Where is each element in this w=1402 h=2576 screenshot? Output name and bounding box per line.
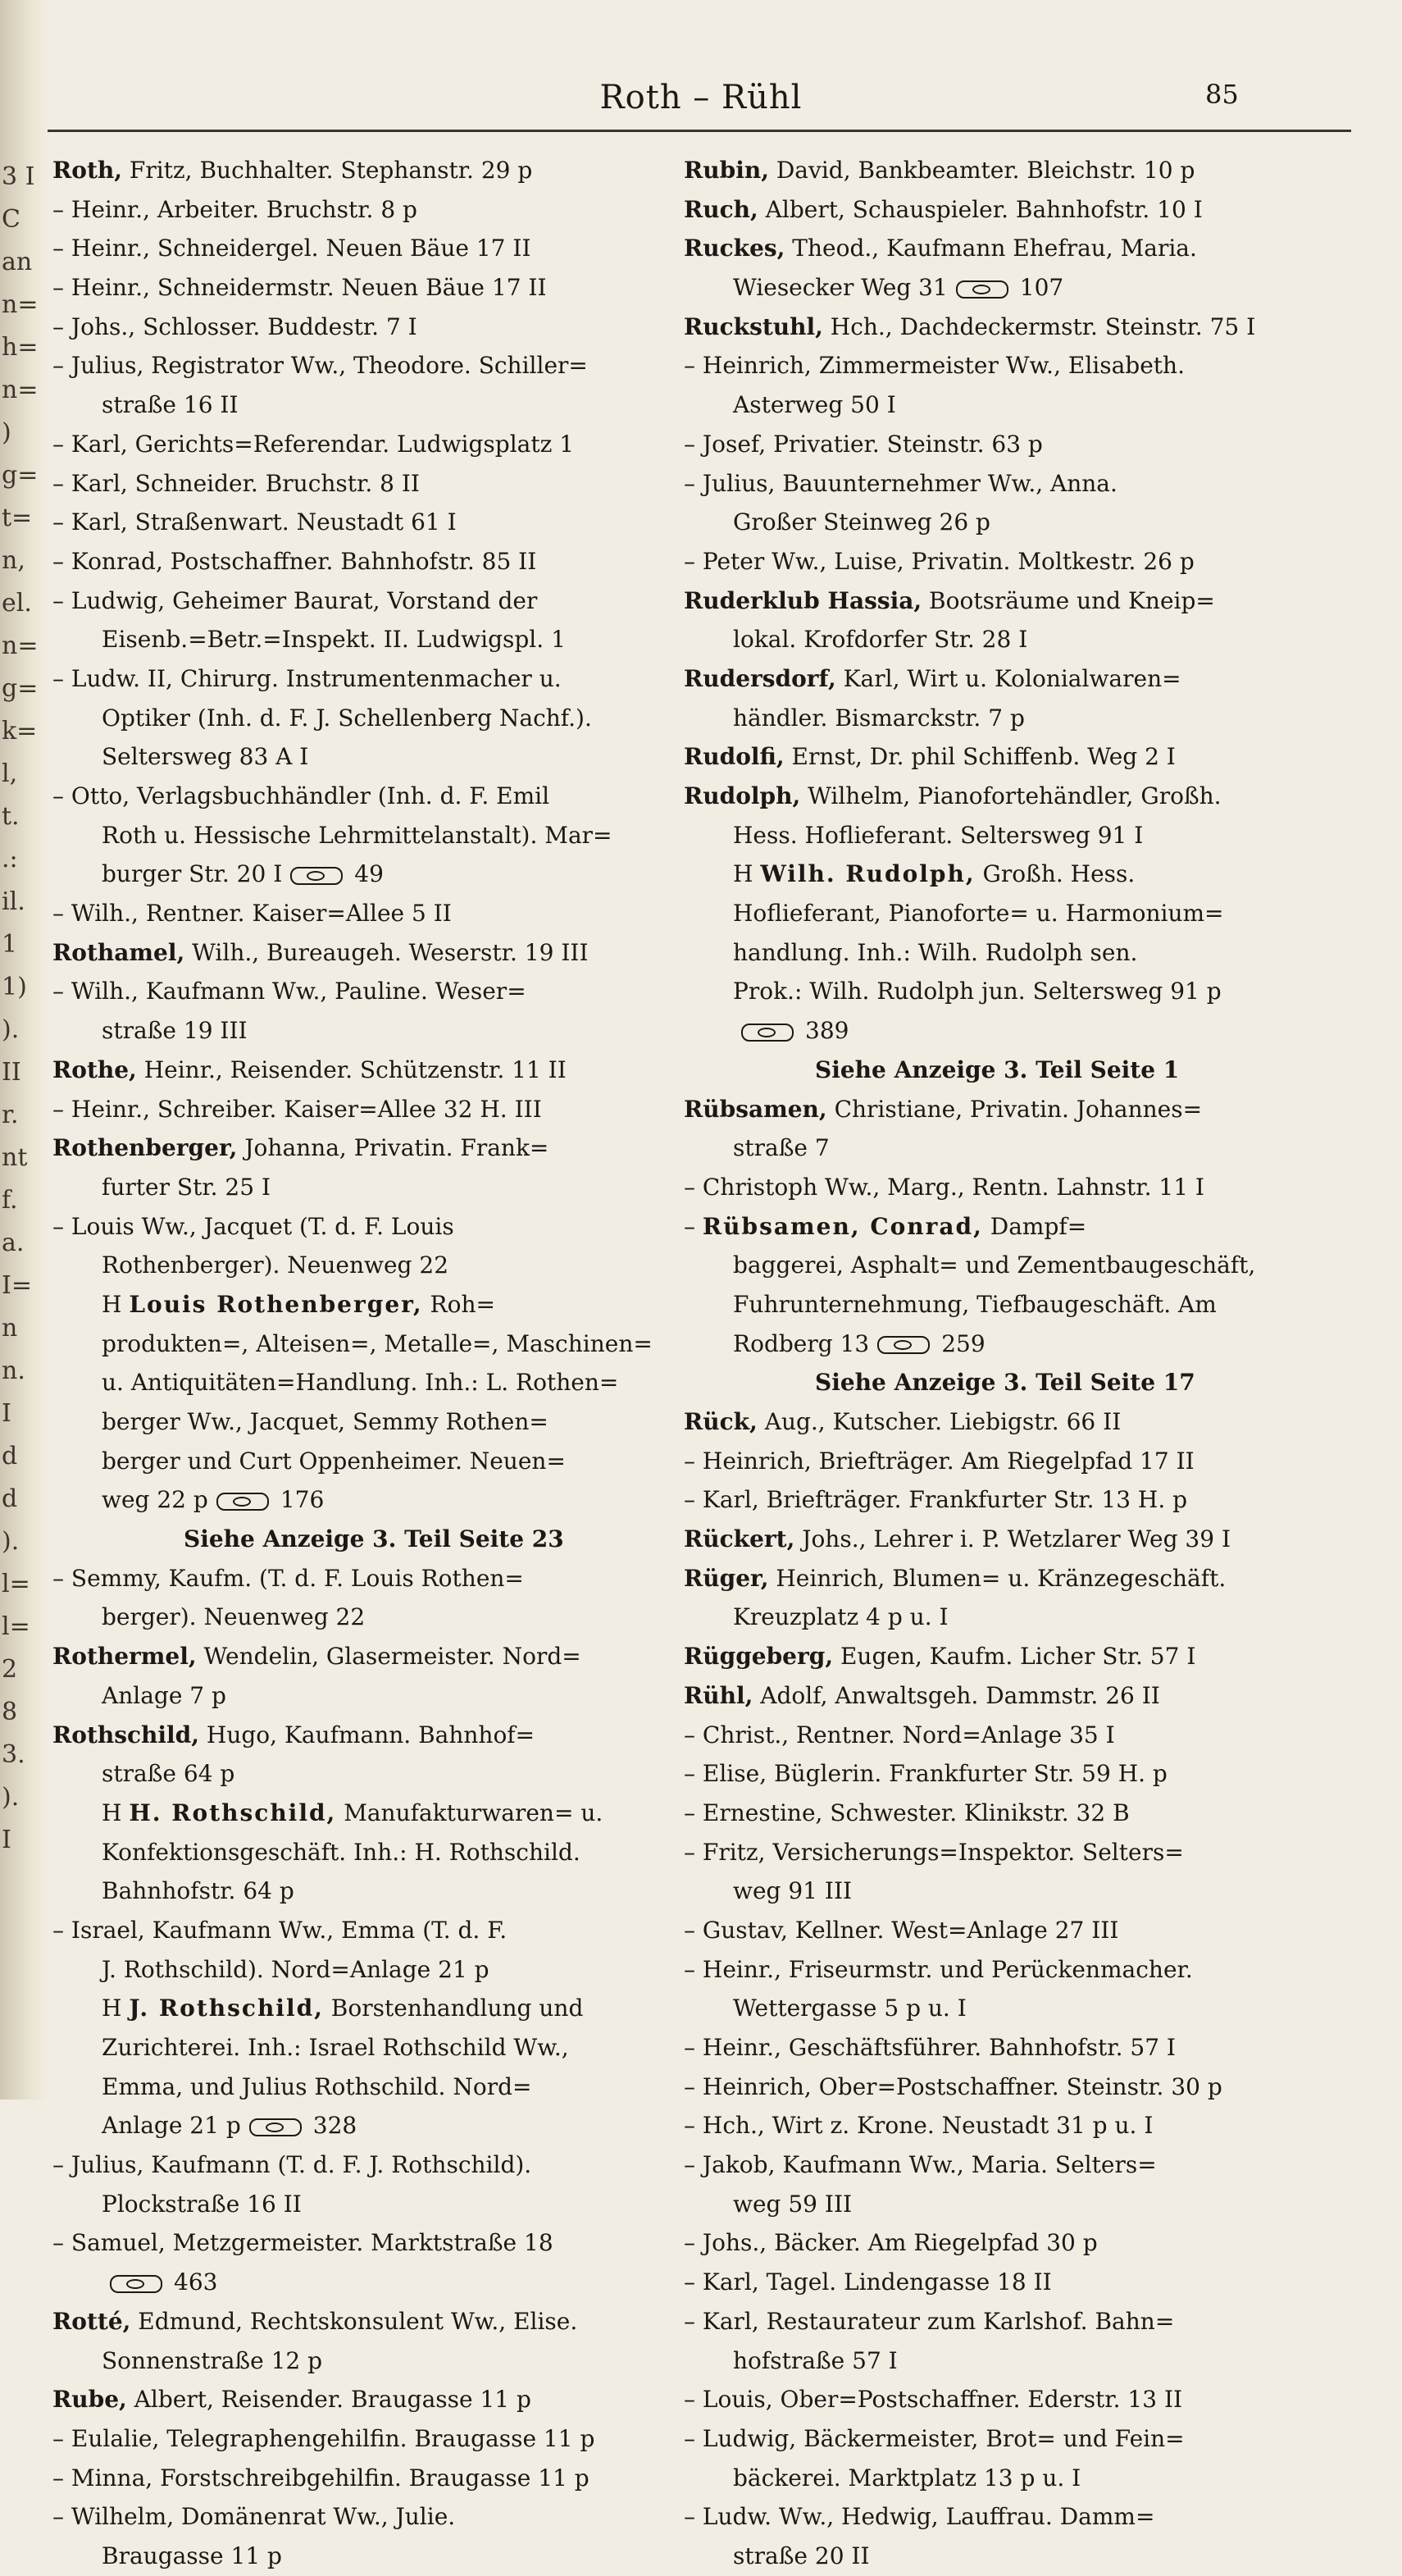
edge-fragment: 3 I [2,162,35,191]
list-item-continuation: Anlage 21 p 328 [102,2112,357,2140]
edge-fragment: r. [2,1101,19,1129]
list-item-continuation: Rothenberger). Neuenweg 22 [102,1252,449,1279]
list-item-continuation: Sonnenstraße 12 p [102,2346,323,2374]
list-item: Ruch, Albert, Schauspieler. Bahnhofstr. 10 I [684,195,1203,223]
list-item: Rothamel, Wilh., Bureaugeh. Weserstr. 19 III [52,938,589,966]
list-item-continuation: Roth u. Hessische Lehrmittelanstalt). Mar= [102,821,612,849]
edge-fragment: n= [2,376,39,404]
list-item: – Heinr., Geschäftsführer. Bahnhofstr. 57 I [684,2034,1176,2061]
list-item: – Karl, Schneider. Bruchstr. 8 II [52,469,420,497]
edge-fragment: l= [2,1570,30,1598]
edge-fragment: I [2,1826,11,1854]
list-item-continuation: straße 64 p [102,1760,235,1788]
edge-fragment: .: [2,845,18,873]
list-item-continuation: Großer Steinweg 26 p [733,508,990,536]
edge-fragment: ) [2,418,11,447]
list-item: Ruckstuhl, Hch., Dachdeckermstr. Steinstr. 75 I [684,312,1256,340]
list-item-continuation: Eisenb.=Betr.=Inspekt. II. Ludwigspl. 1 [102,626,566,654]
phone-number: 328 [312,2112,357,2140]
list-item-continuation: produkten=, Alteisen=, Metalle=, Maschinen= [102,1329,653,1357]
telephone-icon [956,280,1008,299]
edge-fragment: ). [2,1783,20,1812]
list-item: – Julius, Registrator Ww., Theodore. Schiller= [52,352,588,380]
list-item-continuation [684,1011,1303,1051]
list-item: – Karl, Straßenwart. Neustadt 61 I [52,508,457,536]
list-item: – Heinrich, Briefträger. Am Riegelpfad 17 II [684,1447,1195,1475]
edge-fragment: n= [2,631,39,660]
list-item: – Christoph Ww., Marg., Rentn. Lahnstr. 11 I [684,1173,1204,1201]
list-item: Rüger, Heinrich, Blumen= u. Kränzegeschäft. [684,1564,1227,1592]
list-item-continuation: bäckerei. Marktplatz 13 p u. I [733,2464,1081,2492]
list-item-continuation: straße 19 III [102,1017,248,1045]
list-item: – Wilh., Kaufmann Ww., Pauline. Weser= [52,978,526,1005]
edge-fragment: ). [2,1527,20,1556]
list-item-continuation [52,2263,671,2302]
edge-fragment: h= [2,333,39,362]
list-item-continuation: Hoflieferant, Pianoforte= u. Harmonium= [733,900,1224,928]
list-item: – Johs., Schlosser. Buddestr. 7 I [52,312,417,340]
list-item: Rothe, Heinr., Reisender. Schützenstr. 11 II [52,1055,567,1083]
list-item-continuation: Optiker (Inh. d. F. J. Schellenberg Nachf.). [102,704,592,732]
edge-fragment: t= [2,504,33,532]
edge-fragment: l, [2,759,18,788]
list-item: – Otto, Verlagsbuchhändler (Inh. d. F. Emil [52,782,550,809]
list-item: – Heinr., Friseurmstr. und Perückenmacher. [684,1955,1193,1983]
list-item-continuation: Zurichterei. Inh.: Israel Rothschild Ww., [102,2034,569,2061]
telephone-icon [216,1493,269,1511]
edge-fragment: il. [2,887,25,916]
list-item-continuation: hofstraße 57 I [733,2346,898,2374]
list-item: – Josef, Privatier. Steinstr. 63 p [684,430,1043,458]
list-item-continuation: Emma, und Julius Rothschild. Nord= [102,2072,532,2100]
list-item: Rudolph, Wilhelm, Pianofortehändler, Großh. [684,782,1222,809]
list-item: Rübsamen, Christiane, Privatin. Johannes= [684,1095,1203,1123]
list-item: – Israel, Kaufmann Ww., Emma (T. d. F. [52,1916,508,1944]
list-item: – Ernestine, Schwester. Klinikstr. 32 B [684,1799,1130,1826]
edge-fragment: t. [2,802,20,831]
list-item: – Wilhelm, Domänenrat Ww., Julie. [52,2503,456,2531]
list-item: H Louis Rothenberger, Roh= [102,1290,495,1318]
list-item-continuation: Wiesecker Weg 31 107 [733,274,1064,302]
list-item: – Karl, Briefträger. Frankfurter Str. 13 H. p [684,1486,1188,1514]
list-item-continuation: Fuhrunternehmung, Tiefbaugeschäft. Am [733,1290,1217,1318]
list-item: Rudersdorf, Karl, Wirt u. Kolonialwaren= [684,664,1181,692]
edge-fragment: nt [2,1143,28,1172]
list-item-continuation: Rodberg 13 259 [733,1329,985,1357]
list-item: – Elise, Büglerin. Frankfurter Str. 59 H. p [684,1760,1168,1788]
list-item-continuation: J. Rothschild). Nord=Anlage 21 p [102,1955,489,1983]
phone-number: 259 [941,1329,985,1357]
telephone-icon [249,2118,302,2136]
list-item: – Rübsamen, Conrad, Dampf= [684,1212,1087,1240]
list-item: Rückert, Johs., Lehrer i. P. Wetzlarer Weg 39 I [684,1525,1231,1553]
page-gutter [0,0,48,2100]
list-item-continuation: Asterweg 50 I [733,391,896,419]
edge-fragment: a. [2,1229,25,1257]
list-item: – Heinr., Schneidermstr. Neuen Bäue 17 II [52,274,547,302]
list-item: Rubin, David, Bankbeamter. Bleichstr. 10 p [684,157,1195,184]
edge-fragment: an [2,248,33,276]
list-item-continuation: straße 20 II [733,2542,870,2569]
edge-fragment: 1 [2,930,18,959]
list-item-continuation: burger Str. 20 I 49 [102,860,384,888]
list-item: Ruckes, Theod., Kaufmann Ehefrau, Maria. [684,235,1197,262]
list-item-continuation: Konfektionsgeschäft. Inh.: H. Rothschild. [102,1838,580,1866]
list-item-continuation: weg 22 p 176 [102,1486,325,1514]
page-number: 85 [1205,79,1239,110]
list-item-continuation: Bahnhofstr. 64 p [102,1877,294,1905]
list-item: – Samuel, Metzgermeister. Marktstraße 18 [52,2229,553,2257]
list-item-continuation: handlung. Inh.: Wilh. Rudolph sen. [733,938,1138,966]
list-item-continuation: berger und Curt Oppenheimer. Neuen= [102,1447,566,1475]
list-item-continuation: Hess. Hoflieferant. Seltersweg 91 I [733,821,1144,849]
list-item: H H. Rothschild, Manufakturwaren= u. [102,1799,603,1826]
list-item: – Heinrich, Ober=Postschaffner. Steinstr. 30 p [684,2072,1222,2100]
edge-fragment: d [2,1442,18,1470]
list-item: – Heinr., Schreiber. Kaiser=Allee 32 H. III [52,1095,542,1123]
running-header: Roth – Rühl [599,79,803,116]
list-item-continuation: Wettergasse 5 p u. I [733,1995,967,2022]
list-item: – Gustav, Kellner. West=Anlage 27 III [684,1916,1119,1944]
list-item: – Peter Ww., Luise, Privatin. Moltkestr. 26 p [684,547,1195,575]
edge-fragment: n. [2,1356,25,1385]
list-item: – Heinr., Arbeiter. Bruchstr. 8 p [52,195,417,223]
list-item: Rück, Aug., Kutscher. Liebigstr. 66 II [684,1408,1122,1435]
phone-number: 107 [1019,274,1064,302]
list-item-continuation: berger). Neuenweg 22 [102,1603,366,1631]
list-item-continuation: weg 59 III [733,2190,853,2218]
edge-fragment: I [2,1399,11,1428]
list-item: – Fritz, Versicherungs=Inspektor. Selters= [684,1838,1184,1866]
telephone-icon [290,867,343,885]
telephone-icon [741,1024,794,1042]
list-item: – Karl, Gerichts=Referendar. Ludwigsplatz 1 [52,430,575,458]
phone-number: 463 [174,2268,218,2296]
list-item: – Minna, Forstschreibgehilfin. Braugasse 11 p [52,2464,589,2492]
list-item-continuation: lokal. Krofdorfer Str. 28 I [733,626,1028,654]
right-column [684,151,1303,2576]
list-item: – Konrad, Postschaffner. Bahnhofstr. 85 II [52,547,537,575]
edge-fragment: 1) [2,973,27,1001]
list-item: – Wilh., Rentner. Kaiser=Allee 5 II [52,900,452,928]
edge-fragment: 2 [2,1655,18,1684]
edge-fragment: f. [2,1186,18,1215]
left-column [52,151,671,2576]
list-item: Rüggeberg, Eugen, Kaufm. Licher Str. 57 I [684,1643,1196,1671]
list-item-continuation: Braugasse 11 p [102,2542,282,2569]
phone-number: 389 [805,1017,849,1045]
list-item: Rube, Albert, Reisender. Braugasse 11 p [52,2386,531,2414]
list-item-continuation: berger Ww., Jacquet, Semmy Rothen= [102,1408,549,1435]
list-item-continuation: Kreuzplatz 4 p u. I [733,1603,949,1631]
edge-fragment: g= [2,674,39,703]
list-item-continuation: Seltersweg 83 A I [102,743,309,771]
advertisement-reference: Siehe Anzeige 3. Teil Seite 1 [815,1055,1180,1083]
edge-fragment: 3. [2,1740,25,1769]
list-item: H Wilh. Rudolph, Großh. Hess. [733,860,1136,888]
list-item: Rühl, Adolf, Anwaltsgeh. Dammstr. 26 II [684,1681,1160,1709]
list-item: – Julius, Kaufmann (T. d. F. J. Rothschild). [52,2151,532,2179]
list-item-continuation: u. Antiquitäten=Handlung. Inh.: L. Rothen= [102,1369,619,1397]
edge-fragment: 8 [2,1698,18,1726]
edge-fragment: k= [2,717,38,745]
advertisement-reference: Siehe Anzeige 3. Teil Seite 17 [815,1369,1195,1397]
list-item: Rotté, Edmund, Rechtskonsulent Ww., Elise. [52,2307,578,2335]
edge-fragment: n, [2,546,25,575]
edge-fragment: g= [2,461,39,490]
list-item: – Ludw. II, Chirurg. Instrumentenmacher u. [52,664,562,692]
edge-fragment: n [2,1314,18,1343]
list-item-continuation: straße 16 II [102,391,239,419]
list-item: Rudolfi, Ernst, Dr. phil Schiffenb. Weg 2 I [684,743,1176,771]
telephone-icon [110,2275,162,2293]
edge-fragment: el. [2,589,32,618]
list-item: Rothermel, Wendelin, Glasermeister. Nord= [52,1643,581,1671]
list-item: – Heinrich, Zimmermeister Ww., Elisabeth. [684,352,1185,380]
list-item: – Hch., Wirt z. Krone. Neustadt 31 p u. I [684,2112,1154,2140]
list-item-continuation: Prok.: Wilh. Rudolph jun. Seltersweg 91 p [733,978,1222,1005]
telephone-icon [877,1336,930,1354]
list-item-continuation: Plockstraße 16 II [102,2190,302,2218]
list-item: Ruderklub Hassia, Bootsräume und Kneip= [684,586,1215,614]
list-item: – Ludwig, Geheimer Baurat, Vorstand der [52,586,538,614]
advertisement-reference: Siehe Anzeige 3. Teil Seite 23 [184,1525,564,1553]
phone-number: 49 [354,860,384,888]
list-item: – Louis Ww., Jacquet (T. d. F. Louis [52,1212,454,1240]
list-item: – Heinr., Schneidergel. Neuen Bäue 17 II [52,235,531,262]
list-item: – Eulalie, Telegraphengehilfin. Braugasse 11 p [52,2424,595,2452]
list-item: – Semmy, Kaufm. (T. d. F. Louis Rothen= [52,1564,524,1592]
list-item: – Christ., Rentner. Nord=Anlage 35 I [684,1721,1115,1748]
list-item-continuation: baggerei, Asphalt= und Zementbaugeschäft, [733,1252,1256,1279]
edge-fragment: I= [2,1271,32,1300]
list-item-continuation: furter Str. 25 I [102,1173,271,1201]
list-item: – Johs., Bäcker. Am Riegelpfad 30 p [684,2229,1098,2257]
edge-fragment: n= [2,290,39,319]
list-item: Rothschild, Hugo, Kaufmann. Bahnhof= [52,1721,535,1748]
list-item: H J. Rothschild, Borstenhandlung und [102,1995,584,2022]
list-item-continuation: straße 7 [733,1134,830,1162]
edge-fragment: ). [2,1015,20,1044]
edge-fragment: II [2,1058,21,1087]
phone-number: 176 [280,1486,325,1514]
list-item: Rothenberger, Johanna, Privatin. Frank= [52,1134,549,1162]
header-rule [48,130,1351,132]
edge-fragment: l= [2,1612,30,1641]
list-item: Roth, Fritz, Buchhalter. Stephanstr. 29 p [52,157,533,184]
list-item-continuation: Anlage 7 p [102,1681,226,1709]
adjacent-page-fragments [2,156,39,1862]
list-item-continuation: weg 91 III [733,1877,853,1905]
list-item: – Karl, Tagel. Lindengasse 18 II [684,2268,1052,2296]
list-item: – Ludw. Ww., Hedwig, Lauffrau. Damm= [684,2503,1155,2531]
edge-fragment: C [2,205,20,234]
list-item: – Jakob, Kaufmann Ww., Maria. Selters= [684,2151,1157,2179]
list-item: – Louis, Ober=Postschaffner. Ederstr. 13 II [684,2386,1183,2414]
list-item: – Ludwig, Bäckermeister, Brot= und Fein= [684,2424,1185,2452]
list-item: – Julius, Bauunternehmer Ww., Anna. [684,469,1118,497]
list-item: – Karl, Restaurateur zum Karlshof. Bahn= [684,2307,1175,2335]
list-item-continuation: händler. Bismarckstr. 7 p [733,704,1025,732]
edge-fragment: d [2,1484,18,1513]
